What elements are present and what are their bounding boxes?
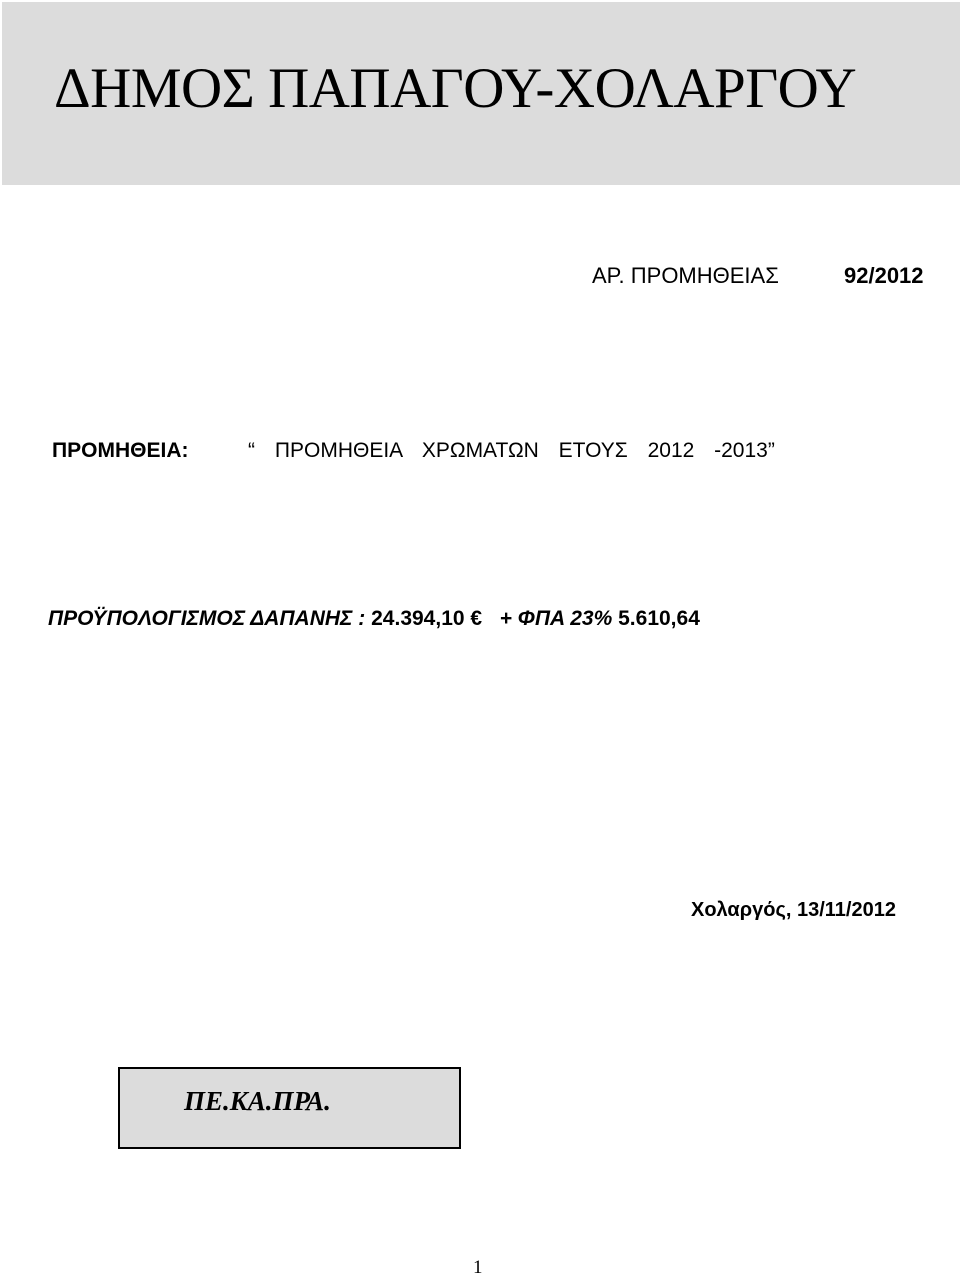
procurement-line	[52, 437, 775, 465]
budget-label: ΠΡΟΫΠΟΛΟΓΙΣΜΟΣ ΔΑΠΑΝΗΣ :	[48, 607, 366, 630]
budget-amount: 24.394,10 €	[371, 607, 483, 630]
budget-line	[48, 605, 700, 633]
procurement-number-value: 92/2012	[844, 263, 924, 288]
vat-amount: 5.610,64	[618, 607, 700, 630]
vat-label: + ΦΠΑ 23%	[499, 607, 613, 630]
header-band	[2, 2, 960, 185]
procurement-number	[592, 262, 924, 290]
org-title: ΔΗΜΟΣ ΠΑΠΑΓΟΥ-ΧΟΛΑΡΓΟΥ	[54, 57, 857, 120]
page-number: 1	[473, 1257, 483, 1278]
procurement-number-label: ΑΡ. ΠΡΟΜΗΘΕΙΑΣ	[592, 263, 779, 288]
procurement-subject: “ ΠΡΟΜΗΘΕΙΑ ΧΡΩΜΑΤΩΝ ΕΤΟΥΣ 2012 -2013”	[248, 439, 775, 462]
place-date: Χολαργός, 13/11/2012	[691, 899, 896, 921]
department-label: ΠΕ.ΚΑ.ΠΡΑ.	[184, 1086, 331, 1116]
department-box	[118, 1067, 461, 1149]
procurement-label: ΠΡΟΜΗΘΕΙΑ:	[52, 439, 189, 462]
